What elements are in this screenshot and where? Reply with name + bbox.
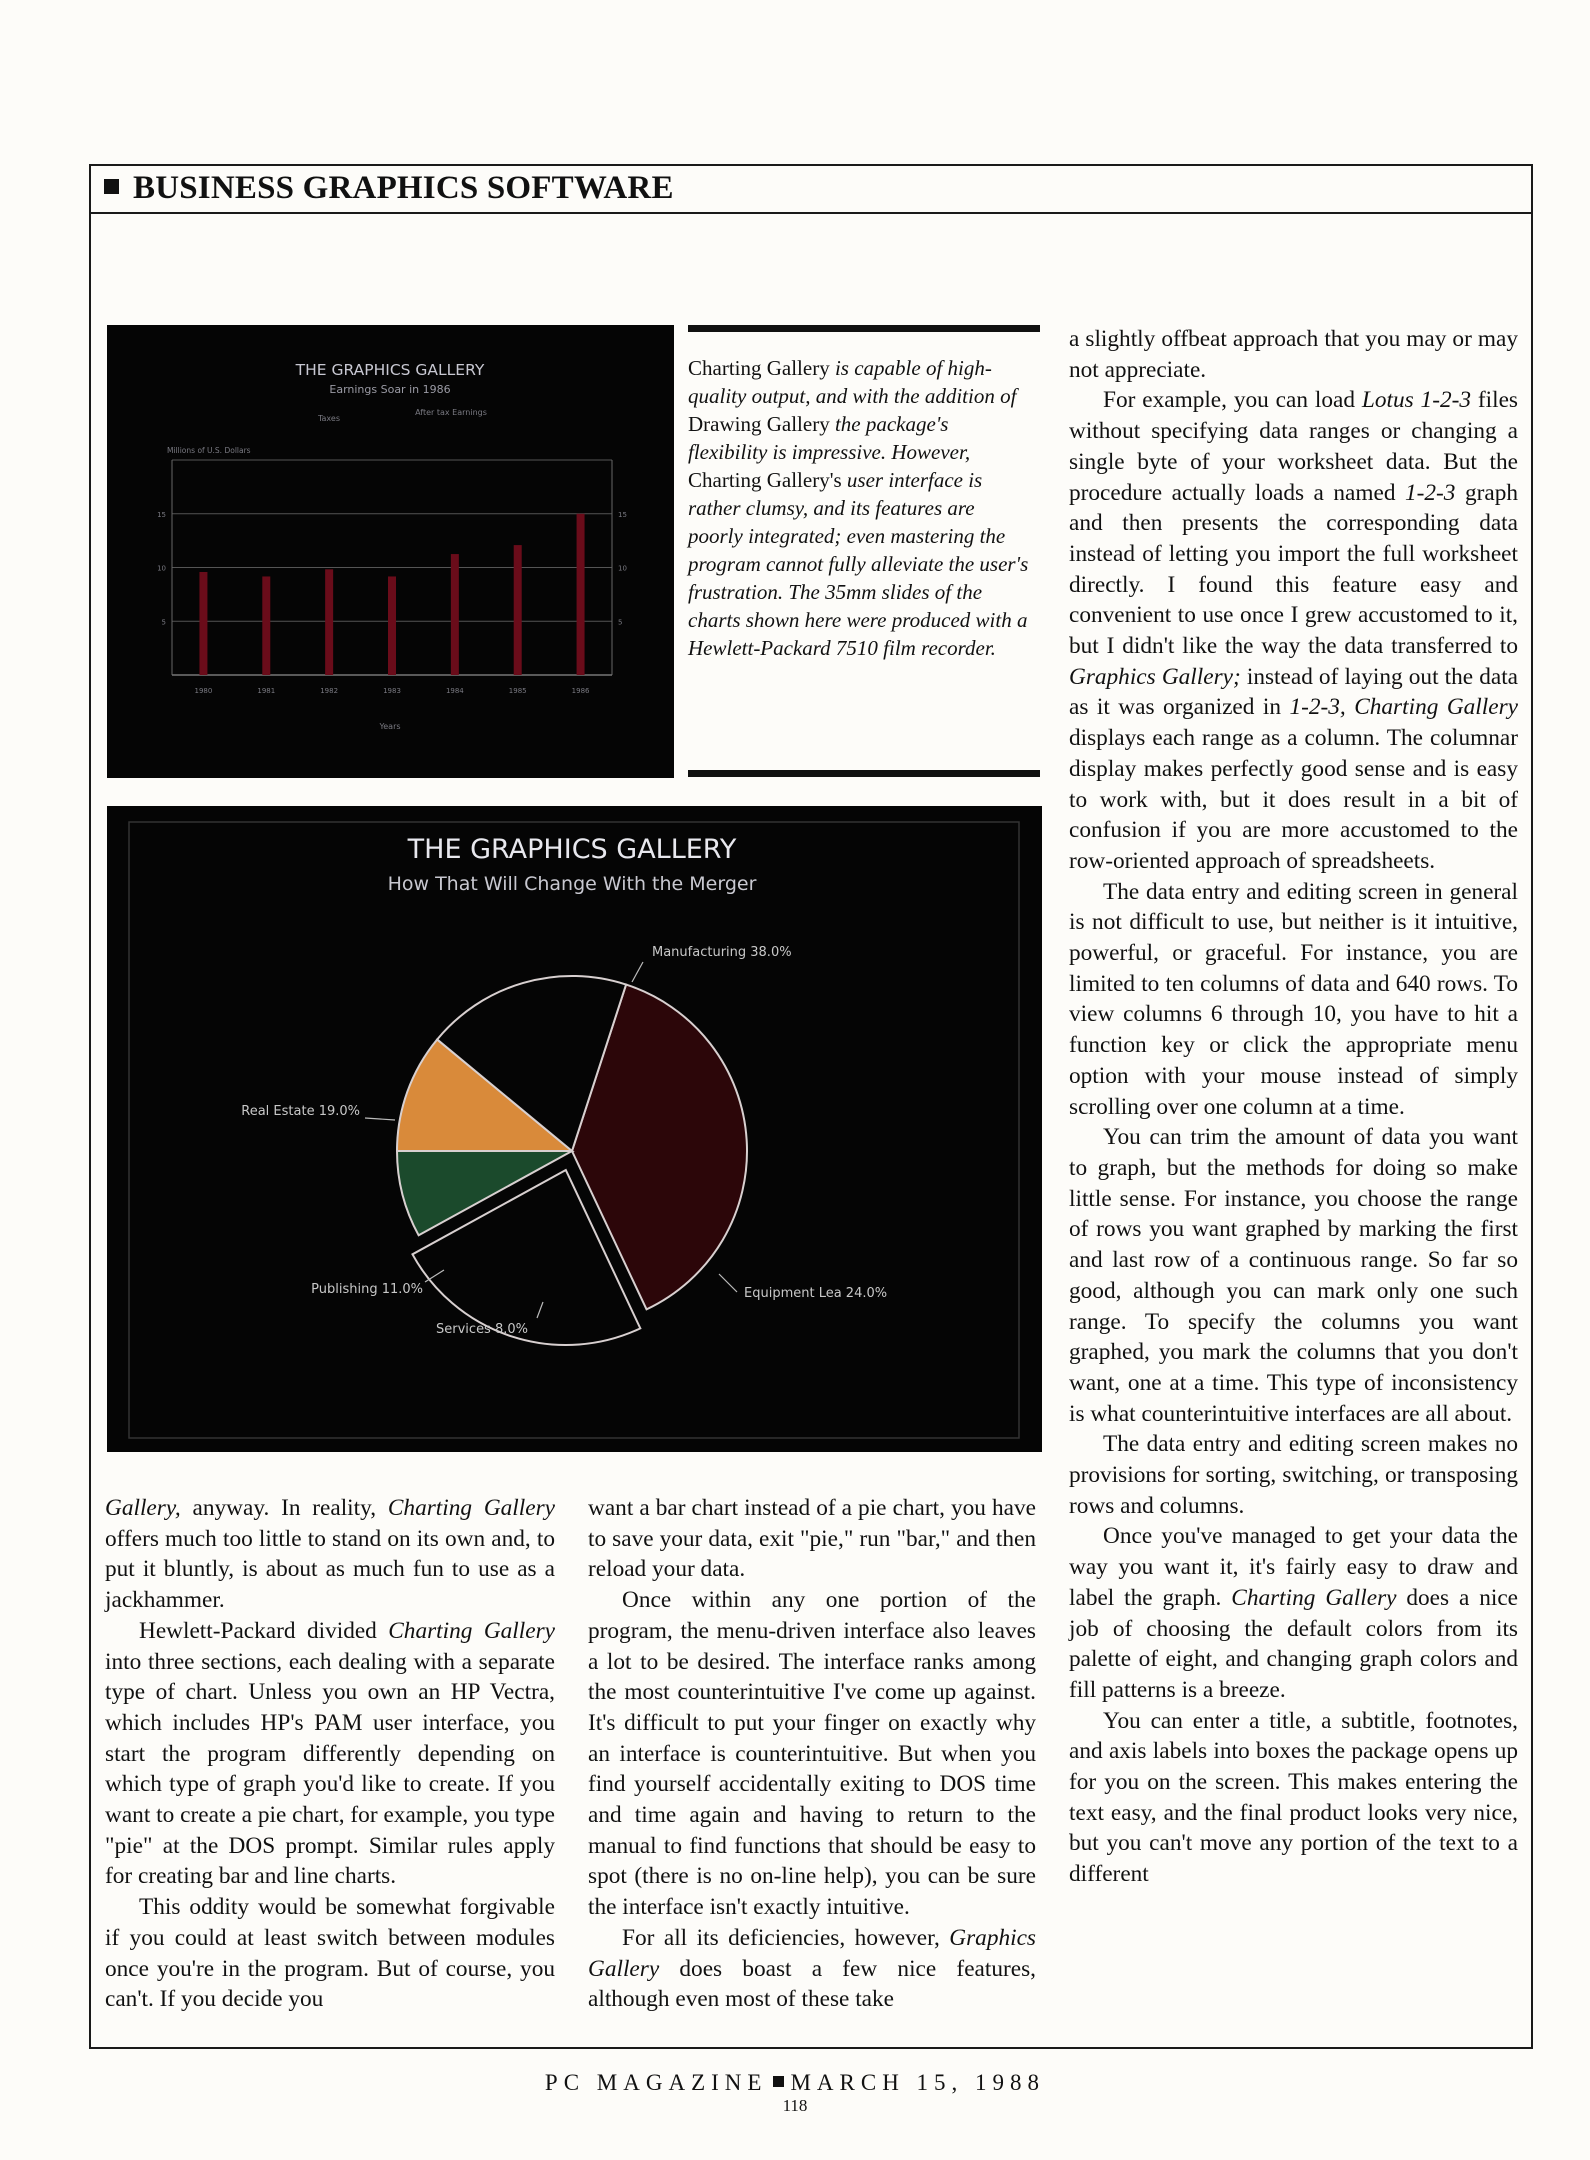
bar [325, 569, 333, 675]
paragraph [588, 1923, 1036, 2015]
y-tick-right: 5 [618, 618, 623, 627]
paragraph [105, 1616, 555, 1892]
header-rule [89, 212, 1533, 214]
slice-label: Publishing 11.0% [311, 1282, 423, 1297]
text-run: This oddity would be somewhat forgivable if you could at least switch between modules once you're in the program. But of course, you can't. If you decide you [105, 1894, 555, 2013]
bar-chart-ylabel: Millions of U.S. Dollars [167, 446, 251, 455]
footer-bullet-icon [773, 2076, 784, 2087]
x-tick-label: 1982 [320, 687, 339, 695]
caption-text: user interface is rather clumsy, and its features are poorly integrated; even mastering the program cannot fully alleviate the user's frustration. The 35mm slides of the charts shown here were produced with a Hewlett-Packard 7510 film recorder. [688, 468, 1029, 660]
slice-label: Services 8.0% [436, 1322, 528, 1337]
x-tick-label: 1981 [257, 687, 276, 695]
paragraph [588, 1493, 1036, 1585]
text-run: For example, you can load [1103, 387, 1362, 414]
paragraph [1069, 1429, 1518, 1521]
x-tick-label: 1985 [508, 687, 527, 695]
italic-run: Charting Gallery [388, 1617, 555, 1644]
text-run: For all its deficiencies, however, [622, 1924, 950, 1951]
paragraph [1069, 1521, 1518, 1705]
text-run: displays each range as a column. The columnar display makes perfectly good sense and is easy to work with, but it does result in a bit of confusion if you are more accustomed to the row-oriented approach of spreadsheets. [1069, 725, 1518, 874]
text-run: does boast a few nice features, although even most of these take [588, 1955, 1036, 2013]
pie-chart [107, 806, 1042, 1452]
caption-rule-bottom [688, 770, 1040, 777]
italic-run: 1-2-3 [1404, 479, 1456, 506]
legend-taxes: Taxes [317, 414, 341, 423]
text-run: into three sections, each dealing with a separate type of chart. Unless you own an HP Vectra, which includes HP's PAM user interface, you start the program differently depending on which type of graph you'd like to create. If you want to create a pie chart, for example, you type "pie" at the DOS prompt. Similar rules apply for creating bar and line charts. [105, 1648, 555, 1890]
paragraph [1069, 324, 1518, 385]
text-run: You can enter a title, a subtitle, footnotes, and axis labels into boxes the package opens up for you on the screen. This makes entering the text easy, and the final product looks very nice, but you can't move any portion of the text to a different [1069, 1707, 1518, 1888]
leader-line [365, 1118, 395, 1120]
bar [577, 514, 585, 675]
text-run: graph and then presents the corresponding data instead of letting you import the full worksheet directly. I found this feature easy and convenient to use once I grew accustomed to it, but I didn't like the way the data transferred to [1069, 479, 1518, 660]
caption-text: is capable of high-quality output, and with the addition of [688, 356, 1017, 408]
italic-run: Graphics Gallery [588, 1924, 1036, 1982]
y-tick-right: 15 [618, 510, 627, 519]
caption-rule-top [688, 325, 1040, 332]
bar [514, 545, 522, 675]
bar-chart-title: THE GRAPHICS GALLERY [295, 361, 485, 379]
text-column-right [1069, 324, 1518, 1890]
text-run: offers much too little to stand on its own and, to put it bluntly, is about as much fun to use as a jackhammer. [105, 1525, 555, 1614]
slice-label: Equipment Lea 24.0% [744, 1286, 888, 1301]
text-run: want a bar chart instead of a pie chart, you have to save your data, exit "pie," run "bar," and then reload your data. [588, 1495, 1036, 1583]
bullet-square-icon [104, 179, 119, 194]
x-tick-label: 1986 [571, 687, 590, 695]
paragraph [1069, 1706, 1518, 1890]
bar-chart [107, 325, 674, 778]
bar-chart-slide [107, 325, 674, 778]
text-column-middle [588, 1493, 1036, 2015]
text-run: a slightly offbeat approach that you may or may not appreciate. [1069, 326, 1518, 383]
bar-chart-xlabel: Years [379, 722, 401, 731]
italic-run: Charting Gallery [1231, 1584, 1397, 1611]
caption-product-name: Drawing Gallery [688, 412, 830, 436]
text-run: The data entry and editing screen in general is not difficult to use, but neither is it intuitive, powerful, or graceful. For instance, you are limited to ten columns of data and 640 rows. To view columns 6 through 10, you have to hit a function key or click the appropriate menu option with your mouse instead of simply scrolling over one column at a time. [1069, 878, 1518, 1120]
paragraph [1069, 877, 1518, 1123]
y-tick-right: 10 [618, 564, 627, 573]
italic-run: Charting Gallery [387, 1495, 555, 1521]
text-run: Once within any one portion of the program, the menu-driven interface also leaves a lot to be desired. The interface ranks among the most counterintuitive I've come up against. It's difficult to put your finger on exactly why an interface is counterintuitive. But when you find yourself accidentally exiting to DOS time and time again and having to return to the manual to find functions that should be easy to spot (there is no on-line help), you can be sure the interface isn't exactly intuitive. [588, 1587, 1036, 1921]
text-run: anyway. In reality, [180, 1495, 388, 1521]
bar [451, 554, 459, 675]
paragraph [588, 1585, 1036, 1923]
paragraph [1069, 1122, 1518, 1429]
italic-run: Lotus 1-2-3 [1361, 387, 1472, 414]
page-footer [0, 2070, 1590, 2096]
x-tick-label: 1983 [383, 687, 401, 695]
text-column-left [105, 1493, 555, 2015]
slice-label: Real Estate 19.0% [241, 1104, 360, 1119]
bar [388, 576, 396, 675]
caption-product-name: Charting Gallery [688, 356, 830, 380]
legend-after-tax: After tax Earnings [415, 408, 487, 417]
footer-date: MARCH 15, 1988 [790, 2070, 1046, 2095]
text-run: files without specifying data ranges or changing a single byte of your worksheet data. But the procedure actually loads a named [1069, 387, 1519, 506]
paragraph [105, 1493, 555, 1616]
bar-chart-subtitle: Earnings Soar in 1986 [329, 383, 451, 396]
italic-run: 1-2-3, Charting Gallery [1289, 694, 1518, 721]
paragraph [105, 1892, 555, 2015]
y-tick-left: 5 [161, 618, 166, 627]
leader-line [632, 962, 643, 982]
text-run: Once you've managed to get your data the way you want it, it's fairly easy to draw and label the graph. [1069, 1523, 1518, 1611]
x-tick-label: 1984 [445, 687, 464, 695]
text-run: The data entry and editing screen makes no provisions for sorting, switching, or transposing rows and columns. [1069, 1431, 1518, 1519]
slice-label: Manufacturing 38.0% [652, 945, 792, 960]
bar [199, 572, 207, 675]
pie-chart-slide [107, 806, 1042, 1452]
text-run: does a nice job of choosing the default colors from its palette of eight, and changing graph colors and fill patterns is a breeze. [1069, 1584, 1518, 1703]
text-run: Hewlett-Packard divided [139, 1617, 389, 1644]
y-tick-left: 10 [157, 564, 166, 573]
italic-run: Graphics Gallery; [1069, 663, 1241, 690]
caption-text: the package's flexibility is impressive. However, [688, 412, 971, 464]
bar [262, 576, 270, 675]
caption-product-name: Charting Gallery's [688, 468, 842, 492]
page-number: 118 [782, 2096, 808, 2115]
section-title-text: BUSINESS GRAPHICS SOFTWARE [133, 170, 674, 206]
pie-chart-title: THE GRAPHICS GALLERY [407, 834, 737, 865]
text-run: instead of laying out the data as it was organized in [1069, 663, 1519, 721]
paragraph [1069, 385, 1518, 876]
footer-magazine: PC MAGAZINE [544, 2070, 768, 2095]
figure-caption [688, 354, 1033, 662]
italic-run: Gallery, [105, 1495, 181, 1521]
y-tick-left: 15 [157, 510, 166, 519]
pie-chart-subtitle: How That Will Change With the Merger [387, 873, 757, 895]
text-run: You can trim the amount of data you want to graph, but the methods for doing so make little sense. For instance, you choose the range of rows you want graphed by marking the first and last row of a continuous range. So far so good, although you can mark only one such range. To specify the columns you want graphed, you mark the columns that you don't want, one at a time. This type of inconsistency is what counterintuitive interfaces are all about. [1069, 1124, 1518, 1427]
x-tick-label: 1980 [194, 687, 213, 695]
leader-line [719, 1274, 737, 1292]
section-title [104, 170, 674, 207]
